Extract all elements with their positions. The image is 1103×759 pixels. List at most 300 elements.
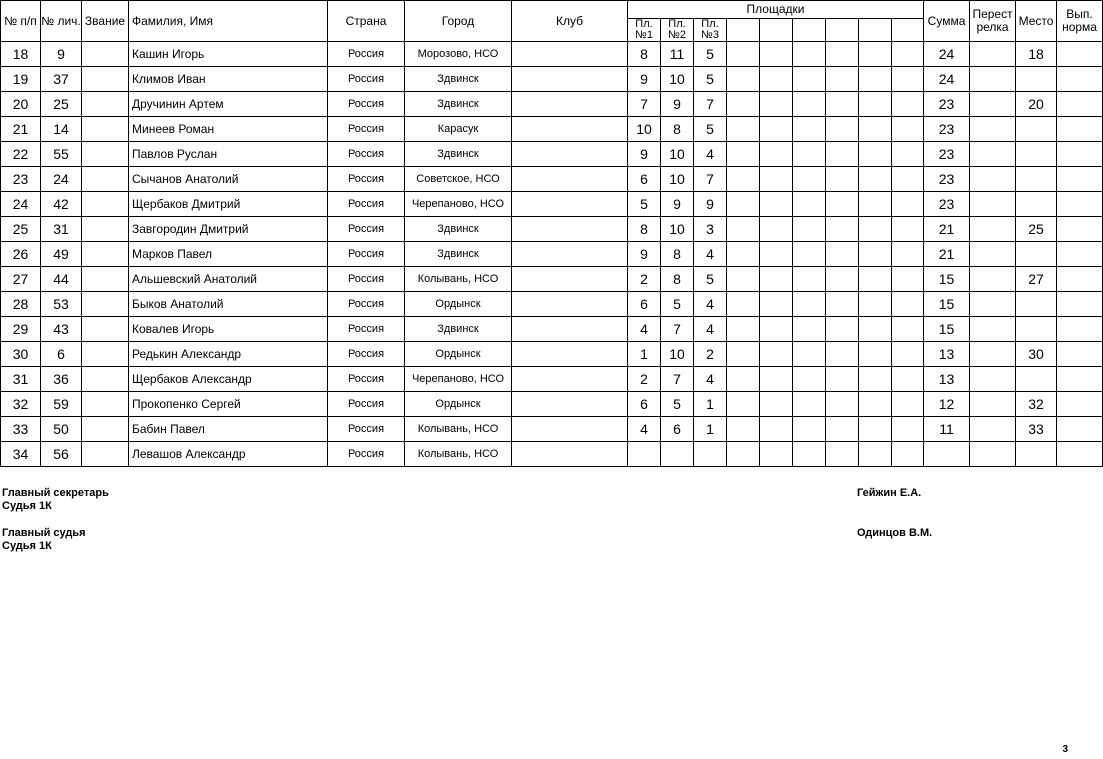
cell-court-empty xyxy=(727,117,760,142)
cell-court-3: 7 xyxy=(694,167,727,192)
cell-court-3: 1 xyxy=(694,417,727,442)
cell-court-empty xyxy=(727,292,760,317)
cell-rank xyxy=(82,92,129,117)
cell-club xyxy=(512,67,628,92)
cell-rank xyxy=(82,117,129,142)
cell-sum: 21 xyxy=(924,242,970,267)
cell-club xyxy=(512,92,628,117)
table-row xyxy=(1,292,1103,317)
header-court-empty xyxy=(859,19,892,42)
cell-country: Россия xyxy=(328,142,405,167)
cell-country: Россия xyxy=(328,442,405,467)
cell-no: 21 xyxy=(1,117,41,142)
cell-court-empty xyxy=(793,367,826,392)
cell-lic: 59 xyxy=(41,392,82,417)
cell-rank xyxy=(82,342,129,367)
cell-no: 28 xyxy=(1,292,41,317)
cell-rerun xyxy=(970,342,1016,367)
cell-court-2: 6 xyxy=(661,417,694,442)
secretary-role: Главный секретарь xyxy=(2,487,109,499)
cell-court-empty xyxy=(892,142,924,167)
cell-court-empty xyxy=(859,242,892,267)
cell-court-3: 4 xyxy=(694,142,727,167)
cell-no: 27 xyxy=(1,267,41,292)
cell-sum: 23 xyxy=(924,167,970,192)
cell-name: Левашов Александр xyxy=(129,442,328,467)
cell-rerun xyxy=(970,417,1016,442)
cell-no: 32 xyxy=(1,392,41,417)
header-court-1: Пл. №1 xyxy=(628,19,661,42)
cell-club xyxy=(512,342,628,367)
cell-court-empty xyxy=(892,192,924,217)
cell-club xyxy=(512,217,628,242)
cell-court-1: 9 xyxy=(628,142,661,167)
cell-city: Черепаново, НСО xyxy=(405,367,512,392)
cell-rank xyxy=(82,242,129,267)
cell-rank xyxy=(82,292,129,317)
cell-rerun xyxy=(970,117,1016,142)
table-row xyxy=(1,242,1103,267)
cell-court-3: 5 xyxy=(694,67,727,92)
cell-place xyxy=(1016,67,1057,92)
cell-court-1: 9 xyxy=(628,242,661,267)
cell-country: Россия xyxy=(328,417,405,442)
cell-court-empty xyxy=(892,92,924,117)
cell-court-empty xyxy=(760,167,793,192)
cell-rerun xyxy=(970,367,1016,392)
cell-lic: 25 xyxy=(41,92,82,117)
cell-no: 25 xyxy=(1,217,41,242)
cell-court-3: 1 xyxy=(694,392,727,417)
cell-court-empty xyxy=(859,392,892,417)
cell-club xyxy=(512,417,628,442)
page-number: 3 xyxy=(1062,744,1068,755)
cell-city: Колывань, НСО xyxy=(405,267,512,292)
cell-club xyxy=(512,142,628,167)
cell-city: Здвинск xyxy=(405,67,512,92)
cell-name: Редькин Александр xyxy=(129,342,328,367)
cell-rank xyxy=(82,417,129,442)
cell-court-empty xyxy=(793,117,826,142)
cell-court-empty xyxy=(760,117,793,142)
cell-court-empty xyxy=(892,342,924,367)
cell-sum xyxy=(924,442,970,467)
cell-city: Здвинск xyxy=(405,242,512,267)
cell-city: Колывань, НСО xyxy=(405,417,512,442)
table-row xyxy=(1,67,1103,92)
cell-country: Россия xyxy=(328,267,405,292)
cell-court-empty xyxy=(826,442,859,467)
cell-city: Черепаново, НСО xyxy=(405,192,512,217)
cell-court-empty xyxy=(892,217,924,242)
cell-court-empty xyxy=(727,267,760,292)
cell-court-empty xyxy=(727,242,760,267)
header-lic: № лич. xyxy=(41,1,82,42)
cell-rank xyxy=(82,317,129,342)
cell-court-2: 10 xyxy=(661,167,694,192)
cell-court-empty xyxy=(793,42,826,67)
cell-norm xyxy=(1057,292,1103,317)
cell-sum: 12 xyxy=(924,392,970,417)
cell-norm xyxy=(1057,92,1103,117)
cell-court-empty xyxy=(826,167,859,192)
cell-lic: 31 xyxy=(41,217,82,242)
cell-court-3: 5 xyxy=(694,267,727,292)
cell-court-empty xyxy=(727,217,760,242)
cell-court-empty xyxy=(892,117,924,142)
table-row xyxy=(1,342,1103,367)
cell-name: Кашин Игорь xyxy=(129,42,328,67)
cell-club xyxy=(512,367,628,392)
cell-lic: 6 xyxy=(41,342,82,367)
cell-lic: 53 xyxy=(41,292,82,317)
cell-court-empty xyxy=(793,142,826,167)
cell-court-empty xyxy=(859,67,892,92)
table-row xyxy=(1,367,1103,392)
table-row xyxy=(1,192,1103,217)
cell-lic: 37 xyxy=(41,67,82,92)
cell-name: Сычанов Анатолий xyxy=(129,167,328,192)
cell-name: Прокопенко Сергей xyxy=(129,392,328,417)
cell-place: 33 xyxy=(1016,417,1057,442)
cell-court-empty xyxy=(826,142,859,167)
cell-club xyxy=(512,267,628,292)
cell-court-1: 9 xyxy=(628,67,661,92)
cell-court-empty xyxy=(859,342,892,367)
cell-club xyxy=(512,117,628,142)
cell-rank xyxy=(82,67,129,92)
header-court-empty xyxy=(760,19,793,42)
cell-place: 20 xyxy=(1016,92,1057,117)
cell-court-empty xyxy=(793,167,826,192)
cell-court-1: 10 xyxy=(628,117,661,142)
cell-norm xyxy=(1057,417,1103,442)
cell-court-empty xyxy=(892,167,924,192)
cell-country: Россия xyxy=(328,217,405,242)
cell-court-1: 6 xyxy=(628,167,661,192)
cell-court-empty xyxy=(793,392,826,417)
cell-rerun xyxy=(970,192,1016,217)
cell-court-empty xyxy=(826,392,859,417)
cell-city: Ордынск xyxy=(405,292,512,317)
cell-court-3 xyxy=(694,442,727,467)
cell-court-empty xyxy=(826,242,859,267)
cell-court-empty xyxy=(760,92,793,117)
cell-court-empty xyxy=(892,292,924,317)
cell-lic: 43 xyxy=(41,317,82,342)
cell-lic: 24 xyxy=(41,167,82,192)
cell-city: Советское, НСО xyxy=(405,167,512,192)
cell-court-empty xyxy=(727,42,760,67)
judge-rank: Судья 1К xyxy=(2,540,52,552)
cell-rerun xyxy=(970,267,1016,292)
header-court-2: Пл. №2 xyxy=(661,19,694,42)
cell-lic: 50 xyxy=(41,417,82,442)
cell-court-empty xyxy=(859,192,892,217)
cell-name: Бабин Павел xyxy=(129,417,328,442)
cell-court-3: 4 xyxy=(694,292,727,317)
cell-court-empty xyxy=(760,142,793,167)
cell-country: Россия xyxy=(328,192,405,217)
cell-lic: 42 xyxy=(41,192,82,217)
cell-name: Щербаков Александр xyxy=(129,367,328,392)
table-row xyxy=(1,142,1103,167)
cell-city: Ордынск xyxy=(405,392,512,417)
cell-court-empty xyxy=(760,192,793,217)
cell-name: Марков Павел xyxy=(129,242,328,267)
cell-sum: 23 xyxy=(924,192,970,217)
cell-rerun xyxy=(970,442,1016,467)
cell-city: Здвинск xyxy=(405,142,512,167)
secretary-rank: Судья 1К xyxy=(2,500,52,512)
cell-court-3: 9 xyxy=(694,192,727,217)
cell-court-empty xyxy=(892,317,924,342)
cell-norm xyxy=(1057,242,1103,267)
header-rank: Звание xyxy=(82,1,129,42)
table-row xyxy=(1,217,1103,242)
cell-no: 26 xyxy=(1,242,41,267)
cell-court-empty xyxy=(859,367,892,392)
cell-lic: 49 xyxy=(41,242,82,267)
cell-no: 29 xyxy=(1,317,41,342)
cell-rerun xyxy=(970,142,1016,167)
cell-court-empty xyxy=(727,392,760,417)
cell-court-empty xyxy=(859,292,892,317)
cell-court-empty xyxy=(892,367,924,392)
cell-court-3: 4 xyxy=(694,242,727,267)
cell-court-3: 5 xyxy=(694,117,727,142)
cell-court-empty xyxy=(859,217,892,242)
cell-court-2 xyxy=(661,442,694,467)
cell-city: Ордынск xyxy=(405,342,512,367)
cell-court-empty xyxy=(760,267,793,292)
cell-name: Ковалев Игорь xyxy=(129,317,328,342)
table-body xyxy=(1,42,1103,467)
cell-rank xyxy=(82,167,129,192)
cell-court-3: 2 xyxy=(694,342,727,367)
cell-place: 18 xyxy=(1016,42,1057,67)
cell-court-1: 4 xyxy=(628,417,661,442)
cell-court-empty xyxy=(793,317,826,342)
cell-court-empty xyxy=(859,92,892,117)
cell-court-2: 7 xyxy=(661,317,694,342)
cell-rank xyxy=(82,267,129,292)
cell-court-2: 9 xyxy=(661,92,694,117)
cell-no: 18 xyxy=(1,42,41,67)
cell-rerun xyxy=(970,242,1016,267)
cell-court-empty xyxy=(727,67,760,92)
cell-rerun xyxy=(970,217,1016,242)
cell-no: 19 xyxy=(1,67,41,92)
cell-court-empty xyxy=(760,417,793,442)
header-country: Страна xyxy=(328,1,405,42)
cell-court-empty xyxy=(727,317,760,342)
cell-court-empty xyxy=(826,217,859,242)
cell-court-empty xyxy=(859,42,892,67)
cell-sum: 11 xyxy=(924,417,970,442)
cell-name: Завгородин Дмитрий xyxy=(129,217,328,242)
cell-court-empty xyxy=(760,392,793,417)
cell-rerun xyxy=(970,392,1016,417)
cell-court-empty xyxy=(859,267,892,292)
cell-court-2: 8 xyxy=(661,267,694,292)
cell-no: 22 xyxy=(1,142,41,167)
table-row xyxy=(1,42,1103,67)
cell-country: Россия xyxy=(328,67,405,92)
judge-role: Главный судья xyxy=(2,527,86,539)
secretary-name: Гейжин Е.А. xyxy=(857,487,922,499)
cell-country: Россия xyxy=(328,317,405,342)
cell-name: Альшевский Анатолий xyxy=(129,267,328,292)
cell-court-empty xyxy=(727,417,760,442)
cell-city: Карасук xyxy=(405,117,512,142)
cell-place xyxy=(1016,167,1057,192)
cell-place: 32 xyxy=(1016,392,1057,417)
cell-court-empty xyxy=(892,267,924,292)
cell-club xyxy=(512,242,628,267)
cell-court-3: 4 xyxy=(694,317,727,342)
cell-court-empty xyxy=(826,117,859,142)
cell-club xyxy=(512,292,628,317)
cell-sum: 15 xyxy=(924,267,970,292)
cell-court-empty xyxy=(892,442,924,467)
cell-court-1: 1 xyxy=(628,342,661,367)
cell-place xyxy=(1016,317,1057,342)
cell-no: 23 xyxy=(1,167,41,192)
judge-block xyxy=(2,527,86,553)
cell-court-1: 6 xyxy=(628,292,661,317)
cell-court-empty xyxy=(892,392,924,417)
cell-court-empty xyxy=(793,92,826,117)
cell-country: Россия xyxy=(328,292,405,317)
cell-court-empty xyxy=(760,342,793,367)
cell-norm xyxy=(1057,442,1103,467)
cell-country: Россия xyxy=(328,242,405,267)
cell-rank xyxy=(82,42,129,67)
cell-court-3: 3 xyxy=(694,217,727,242)
cell-name: Климов Иван xyxy=(129,67,328,92)
cell-court-1: 8 xyxy=(628,217,661,242)
cell-court-empty xyxy=(793,442,826,467)
cell-court-2: 10 xyxy=(661,142,694,167)
cell-sum: 24 xyxy=(924,67,970,92)
cell-name: Минеев Роман xyxy=(129,117,328,142)
cell-sum: 13 xyxy=(924,367,970,392)
table-row xyxy=(1,167,1103,192)
cell-court-empty xyxy=(892,417,924,442)
table-row xyxy=(1,392,1103,417)
cell-court-empty xyxy=(859,442,892,467)
cell-court-1: 6 xyxy=(628,392,661,417)
cell-court-empty xyxy=(793,417,826,442)
cell-court-empty xyxy=(793,292,826,317)
cell-court-2: 5 xyxy=(661,392,694,417)
cell-sum: 15 xyxy=(924,292,970,317)
header-court-empty xyxy=(892,19,924,42)
cell-court-empty xyxy=(760,242,793,267)
header-norm: Вып. норма xyxy=(1057,1,1103,42)
cell-place xyxy=(1016,192,1057,217)
table-row xyxy=(1,92,1103,117)
header-club: Клуб xyxy=(512,1,628,42)
cell-court-empty xyxy=(793,342,826,367)
cell-place xyxy=(1016,292,1057,317)
cell-sum: 15 xyxy=(924,317,970,342)
cell-norm xyxy=(1057,42,1103,67)
cell-lic: 56 xyxy=(41,442,82,467)
cell-court-empty xyxy=(826,317,859,342)
cell-name: Дручинин Артем xyxy=(129,92,328,117)
cell-norm xyxy=(1057,267,1103,292)
cell-court-1: 8 xyxy=(628,42,661,67)
cell-court-empty xyxy=(760,67,793,92)
cell-court-empty xyxy=(826,367,859,392)
table-row xyxy=(1,317,1103,342)
cell-court-2: 11 xyxy=(661,42,694,67)
cell-rerun xyxy=(970,317,1016,342)
table-row xyxy=(1,267,1103,292)
cell-court-empty xyxy=(727,167,760,192)
header-court-empty xyxy=(826,19,859,42)
header-no: № п/п xyxy=(1,1,41,42)
cell-court-empty xyxy=(892,242,924,267)
cell-lic: 14 xyxy=(41,117,82,142)
table-row xyxy=(1,417,1103,442)
cell-lic: 9 xyxy=(41,42,82,67)
cell-club xyxy=(512,192,628,217)
cell-club xyxy=(512,442,628,467)
cell-sum: 23 xyxy=(924,117,970,142)
table-row xyxy=(1,117,1103,142)
cell-court-empty xyxy=(793,67,826,92)
cell-rank xyxy=(82,367,129,392)
cell-court-2: 10 xyxy=(661,342,694,367)
cell-court-empty xyxy=(859,167,892,192)
cell-court-2: 5 xyxy=(661,292,694,317)
cell-court-1: 2 xyxy=(628,267,661,292)
cell-city: Колывань, НСО xyxy=(405,442,512,467)
cell-place: 27 xyxy=(1016,267,1057,292)
cell-sum: 13 xyxy=(924,342,970,367)
cell-place xyxy=(1016,142,1057,167)
cell-no: 33 xyxy=(1,417,41,442)
cell-sum: 23 xyxy=(924,142,970,167)
header-court-empty xyxy=(793,19,826,42)
header-courts: Площадки xyxy=(628,1,924,19)
cell-rank xyxy=(82,442,129,467)
cell-court-empty xyxy=(859,417,892,442)
cell-place: 30 xyxy=(1016,342,1057,367)
cell-court-3: 5 xyxy=(694,42,727,67)
header-court-empty xyxy=(727,19,760,42)
cell-country: Россия xyxy=(328,167,405,192)
cell-court-empty xyxy=(826,342,859,367)
cell-sum: 21 xyxy=(924,217,970,242)
cell-norm xyxy=(1057,342,1103,367)
cell-court-empty xyxy=(793,267,826,292)
cell-rerun xyxy=(970,292,1016,317)
cell-club xyxy=(512,317,628,342)
cell-court-2: 9 xyxy=(661,192,694,217)
table-row xyxy=(1,442,1103,467)
cell-name: Павлов Руслан xyxy=(129,142,328,167)
cell-no: 30 xyxy=(1,342,41,367)
cell-country: Россия xyxy=(328,342,405,367)
cell-place xyxy=(1016,367,1057,392)
cell-norm xyxy=(1057,317,1103,342)
cell-court-1: 2 xyxy=(628,367,661,392)
header-place: Место xyxy=(1016,1,1057,42)
